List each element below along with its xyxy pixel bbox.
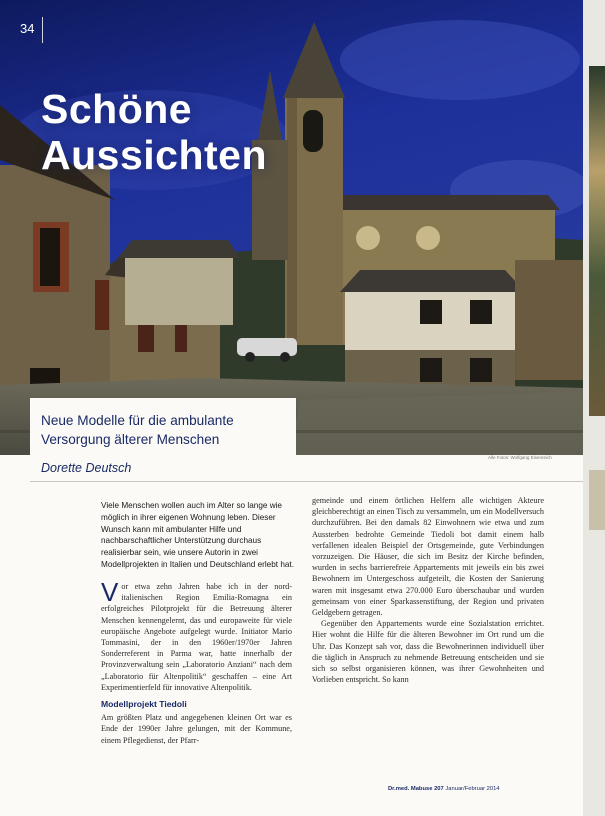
facing-page-photo-strip (589, 66, 605, 416)
subtitle-line-1: Neue Modelle für die ambulante (41, 413, 234, 428)
author-divider (30, 481, 583, 482)
page-footer (388, 786, 500, 792)
footer-journal: Dr.med. Mabuse 207 (388, 786, 444, 792)
headline-line-1: Schöne (41, 86, 193, 132)
section-subhead: Modellprojekt Tiedoli (101, 699, 187, 710)
body-paragraph: Am größten Platz und angegebenen kleinen Ort war es Ende der 1990er Jahre gelungen, mit der Kommune, einem Pflegedienst, der Pfarr- (101, 713, 292, 745)
facing-page-photo-strip (589, 470, 605, 530)
author-name: Dorette Deutsch (41, 461, 132, 475)
article-subtitle (41, 411, 234, 449)
lead-paragraph: Viele Menschen wollen auch im Alter so lange wie möglich in ihrer eigenen Wohnung leben. Dieser Wunsch kann mit ambulanter Hilfe und nachbarschaftlicher Unterstützung durchaus realisierbar sein, wie unsere Autorin in zwei Modellprojekten in Italien und Deutschland erlebt hat. (101, 501, 294, 569)
article-headline (41, 86, 267, 178)
footer-issue: Januar/Februar 2014 (445, 786, 500, 792)
body-paragraph: gemeinde und einem örtlichen Helfern alle wichtigen Akteure gleichberechtigt an einen Tisch zu versammeln, um ein Modellversuch durchzuführen. Bei den damals 82 Einwohnern wie etwa und zum Aussterben bedrohte Gemeinde Tiedoli bot damit einem halb verfallenen idealen Beispiel der Ortsgemeinde, gute Verbindungen vorzuzeigen. Die Häuser, die sich im Besitz der Kirche befinden, wurden in sechs barrierefreie Appartements mit jeweils ein bis zwei Bewohnern im Untergeschoss aufgeteilt, die Kosten der Sanierung waren mit insgesamt etwa 270.000 Euro überschaubar und wurden gemeinsam von einer Sparkassenstiftung, der Region und privaten Geldgebern getragen. (312, 496, 544, 618)
body-paragraph-text: or etwa zehn Jahren habe ich in der nord-italienischen Region Emilia-Romagna ein erfolgreiches Pilotprojekt für die Betreuung älterer Menschen kennengelernt, das und europaweite für viele europäische Angebote aufgelegt wurde. Initiator Mario Tommasini, der in den 1960er/1970er Jahren Sonderreferent in Parma war, hatte innerhalb der Provinzverwaltung sein „Laboratorio Anziani“ nach dem „Laboratorio für Altenpolitik“ geschaffen – eine Art Experimentierfeld für innovative Altenpolitik. (101, 582, 292, 692)
drop-cap: V (101, 577, 119, 607)
photo-credit: Alle Fotos: Wolfgang Eisenreich (488, 455, 552, 460)
body-paragraph: Gegenüber den Appartements wurde eine Sozialstation errichtet. Hier wohnt die Hilfe für die älteren Bewohner im Ort rund um die Uhr. Das Konzept sah vor, dass die Bewohnerinnen individuell über die täglich in Anspruch zu nehmende Betreuung entscheiden und sie sich so selbst organisieren können, was ihrer Gewohnheiten und Vorlieben entspricht. So kann (312, 619, 544, 685)
page-number: 34 (20, 21, 35, 36)
subtitle-line-2: Versorgung älterer Menschen (41, 432, 220, 447)
page-number-divider (42, 17, 43, 43)
body-column-right (312, 495, 544, 685)
headline-line-2: Aussichten (41, 132, 267, 178)
facing-page-edge (583, 0, 605, 816)
body-paragraph (101, 577, 292, 693)
body-column-left (101, 577, 292, 746)
